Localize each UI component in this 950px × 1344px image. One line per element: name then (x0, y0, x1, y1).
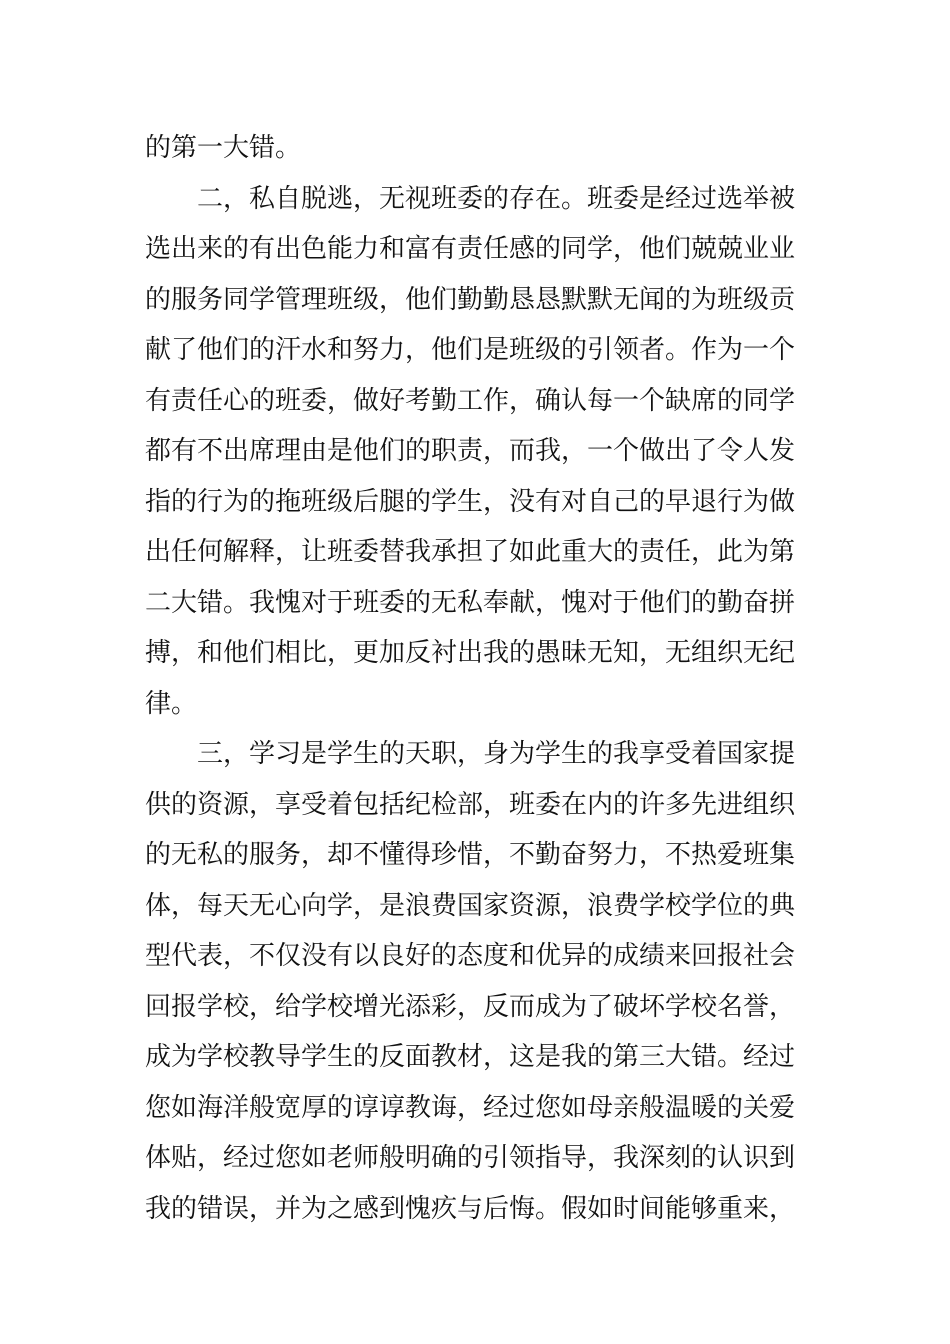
text-line: 我的错误，并为之感到愧疚与后悔。假如时间能够重来， (145, 1193, 796, 1224)
text-line: 都有不出席理由是他们的职责，而我，一个做出了令人发 (145, 436, 796, 466)
text-line: 体贴，经过您如老师般明确的引领指导，我深刻的认识到 (145, 1143, 796, 1173)
paragraph-first-line: 三，学习是学生的天职，身为学生的我享受着国家提 (197, 739, 796, 769)
text-line: 的无私的服务，却不懂得珍惜，不勤奋努力，不热爱班集 (145, 840, 796, 870)
text-line: 二大错。我愧对于班委的无私奉献，愧对于他们的勤奋拼 (145, 587, 796, 618)
text-line: 指的行为的拖班级后腿的学生，没有对自己的早退行为做 (145, 486, 796, 517)
text-line: 成为学校教导学生的反面教材，这是我的第三大错。经过 (145, 1042, 796, 1072)
text-line: 律。 (145, 688, 198, 719)
text-line: 体，每天无心向学，是浪费国家资源，浪费学校学位的典 (145, 890, 796, 921)
text-line: 回报学校，给学校增光添彩，反而成为了破坏学校名誉， (145, 991, 796, 1022)
body-text (145, 123, 815, 1234)
text-line: 型代表，不仅没有以良好的态度和优异的成绩来回报社会 (145, 941, 796, 971)
text-line: 有责任心的班委，做好考勤工作，确认每一个缺席的同学 (145, 385, 796, 416)
text-line: 的第一大错。 (145, 133, 302, 163)
text-line: 献了他们的汗水和努力，他们是班级的引领者。作为一个 (145, 335, 796, 365)
text-line: 选出来的有出色能力和富有责任感的同学，他们兢兢业业 (145, 234, 796, 264)
text-line: 出任何解释，让班委替我承担了如此重大的责任，此为第 (145, 537, 796, 567)
text-line: 的服务同学管理班级，他们勤勤恳恳默默无闻的为班级贡 (145, 284, 796, 315)
paragraph-first-line: 二，私自脱逃，无视班委的存在。班委是经过选举被 (197, 183, 796, 214)
text-line: 供的资源，享受着包括纪检部，班委在内的许多先进组织 (145, 789, 796, 820)
text-line: 您如海洋般宽厚的谆谆教诲，经过您如母亲般温暖的关爱 (145, 1092, 796, 1123)
text-line: 搏，和他们相比，更加反衬出我的愚昧无知，无组织无纪 (145, 638, 796, 668)
